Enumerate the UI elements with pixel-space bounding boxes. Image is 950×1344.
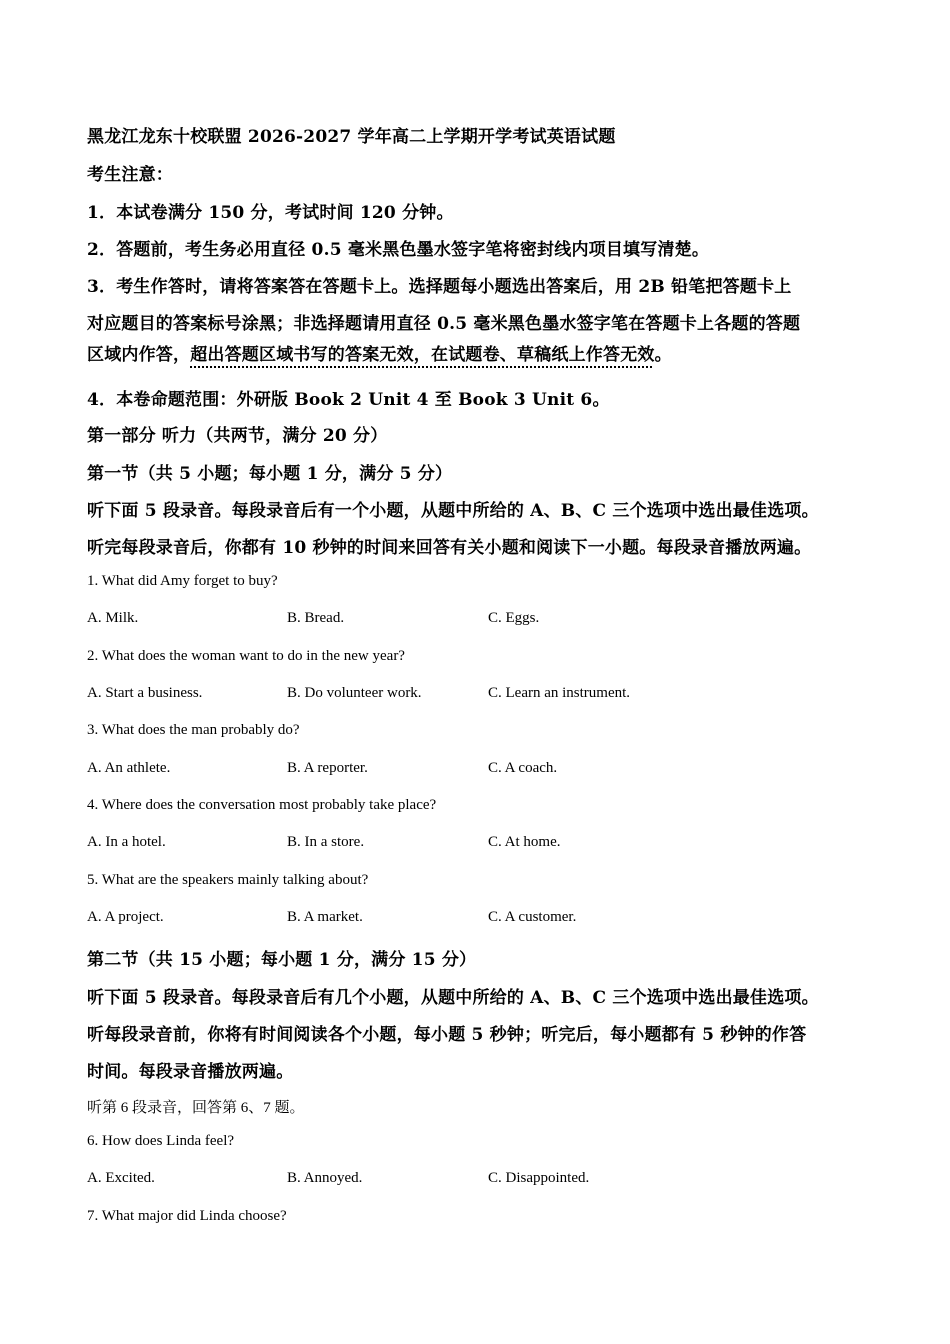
q5-option-b: B. A market. [287,909,363,925]
note-3-line-3-pre: 区域内作答， [87,345,191,365]
q1-option-b: B. Bread. [287,610,345,626]
section1-heading: 第一节（共 5 小题；每小题 1 分，满分 5 分） [87,464,453,484]
q6-option-c: C. Disappointed. [488,1170,590,1186]
q6-option-b: B. Annoyed. [287,1170,363,1186]
question-2: 2. What does the woman want to do in the new year? [87,648,405,664]
recording-6-note: 听第 6 段录音，回答第 6、7 题。 [87,1100,305,1116]
q6-option-a: A. Excited. [87,1170,155,1186]
section2-instruction-3: 时间。每段录音播放两遍。 [87,1062,294,1082]
section2-instruction-2: 听每段录音前，你将有时间阅读各个小题，每小题 5 秒钟；听完后，每小题都有 5 秒钟的作答 [87,1025,807,1045]
q3-option-a: A. An athlete. [87,760,171,776]
question-6: 6. How does Linda feel? [87,1133,235,1149]
q2-option-c: C. Learn an instrument. [488,685,631,701]
note-3-line-1: 3．考生作答时，请将答案答在答题卡上。选择题每小题选出答案后，用 2B 铅笔把答题卡上 [87,277,792,297]
q2-option-a: A. Start a business. [87,685,203,701]
q4-option-a: A. In a hotel. [87,834,166,850]
q1-option-a: A. Milk. [87,610,139,626]
question-3: 3. What does the man probably do? [87,722,300,738]
question-4: 4. Where does the conversation most probably take place? [87,797,437,813]
note-3-emphasis: 超出答题区域书写的答案无效，在试题卷、草稿纸上作答无效 [190,345,655,365]
note-1: 1．本试卷满分 150 分，考试时间 120 分钟。 [87,203,454,223]
q2-option-b: B. Do volunteer work. [287,685,422,701]
q3-option-c: C. A coach. [488,760,558,776]
note-4: 4．本卷命题范围：外研版 Book 2 Unit 4 至 Book 3 Unit 6。 [87,390,610,410]
note-3-line-2: 对应题目的答案标号涂黑；非选择题请用直径 0.5 毫米黑色墨水签字笔在答题卡上各题的答题 [87,314,801,334]
section1-instruction-1: 听下面 5 段录音。每段录音后有一个小题，从题中所给的 A、B、C 三个选项中选出最佳选项。 [87,501,819,521]
q4-option-c: C. At home. [488,834,561,850]
q1-option-c: C. Eggs. [488,610,540,626]
exam-title: 黑龙江龙东十校联盟 2026-2027 学年高二上学期开学考试英语试题 [87,127,616,147]
section2-heading: 第二节（共 15 小题；每小题 1 分，满分 15 分） [87,950,477,970]
q5-option-a: A. A project. [87,909,164,925]
note-3-line-3-post: 。 [654,345,672,365]
note-3-line-3 [87,340,672,365]
note-2: 2．答题前，考生务必用直径 0.5 毫米黑色墨水签字笔将密封线内项目填写清楚。 [87,240,710,260]
question-5: 5. What are the speakers mainly talking about? [87,872,369,888]
q4-option-b: B. In a store. [287,834,365,850]
question-7: 7. What major did Linda choose? [87,1208,287,1224]
question-1: 1. What did Amy forget to buy? [87,573,278,589]
notice-heading: 考生注意： [87,165,173,185]
part1-heading: 第一部分 听力（共两节，满分 20 分） [87,426,388,446]
section2-instruction-1: 听下面 5 段录音。每段录音后有几个小题，从题中所给的 A、B、C 三个选项中选出最佳选项。 [87,988,819,1008]
section1-instruction-2: 听完每段录音后，你都有 10 秒钟的时间来回答有关小题和阅读下一小题。每段录音播放两遍。 [87,538,812,558]
q5-option-c: C. A customer. [488,909,577,925]
q3-option-b: B. A reporter. [287,760,368,776]
